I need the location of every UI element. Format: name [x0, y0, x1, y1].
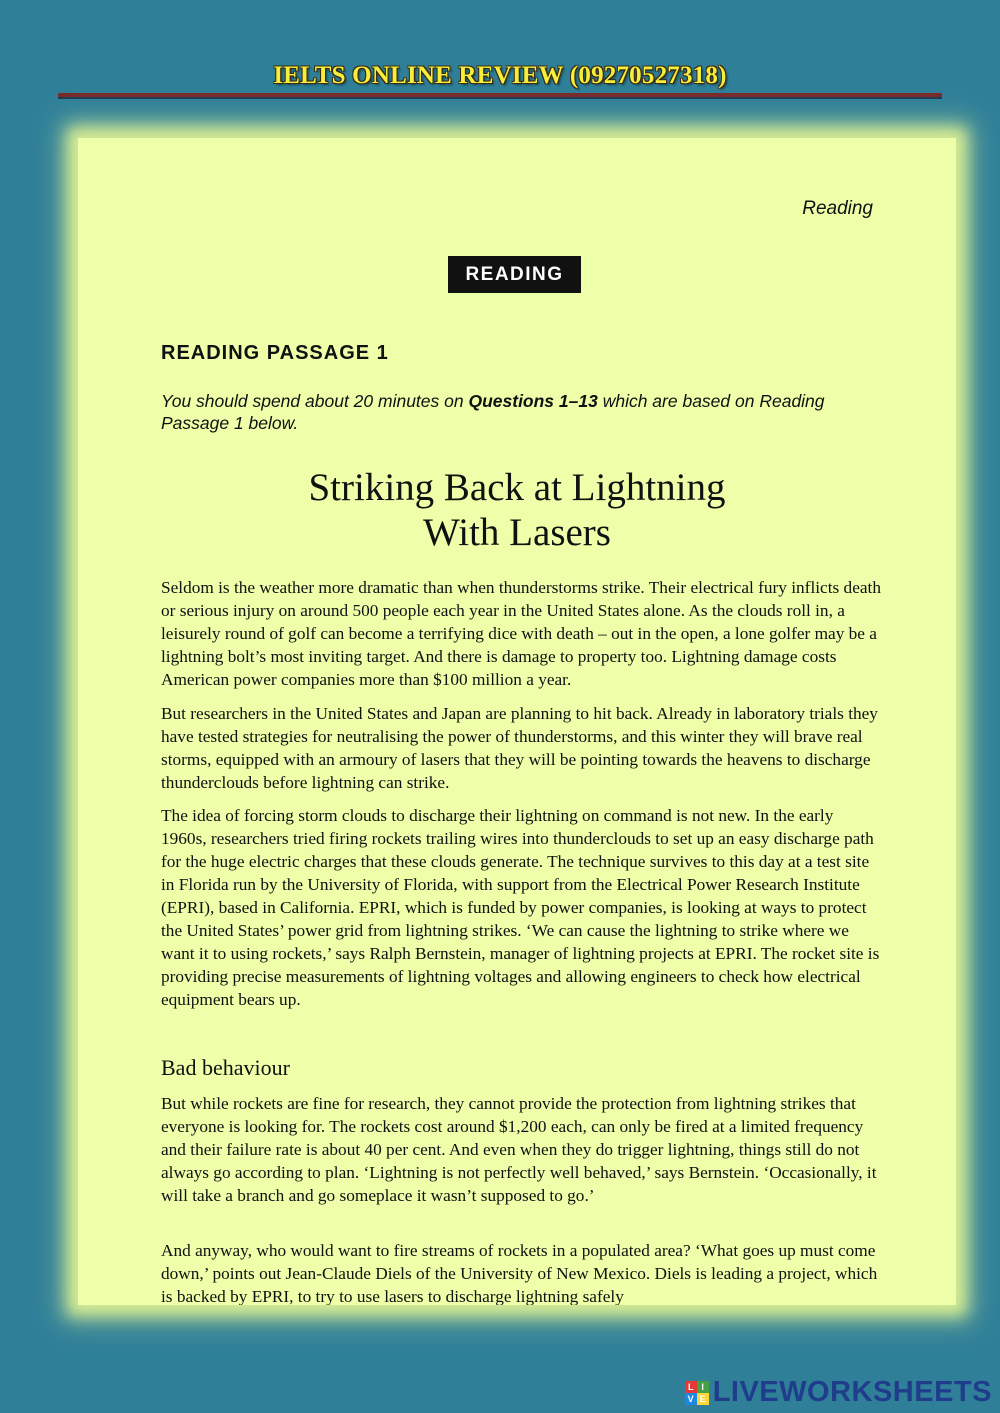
article-title: [78, 465, 956, 555]
worksheet-page: [78, 138, 956, 1305]
article-title-line-1: Striking Back at Lightning: [308, 466, 726, 509]
paragraph-4: But while rockets are fine for research, they cannot provide the protection from lightning strikes that everyone is looking for. The rockets cost around $1,200 each, can only be fired at a limited frequency and their failure rate is about 40 per cent. And even when they do trigger lightning, things still do not always go according to plan. ‘Lightning is not perfectly well behaved,’ says Bernstein. ‘Occasionally, it will take a branch and go someplace it wasn’t supposed to go.’: [161, 1094, 877, 1205]
subheading: Bad behaviour: [161, 1055, 290, 1080]
paragraph-2: But researchers in the United States and Japan are planning to hit back. Already in laboratory trials they have tested strategies for neutralising the power of thunderstorms, and this winter they will brave real storms, equipped with an armoury of lasers that they will be pointing towards the heavens to discharge thunderclouds before lightning can strike.: [161, 704, 878, 792]
logo-letter: V: [685, 1393, 697, 1405]
logo-letter: E: [697, 1393, 709, 1405]
instructions-questions: Questions 1–13: [468, 391, 598, 411]
liveworksheets-logo-icon: [685, 1381, 709, 1405]
paragraph-5: And anyway, who would want to fire streams of rockets in a populated area? ‘What goes up must come down,’ points out Jean-Claude Diels of the University of New Mexico. Diels is leading a project, which is backed by EPRI, to try to use lasers to discharge lightning safely: [161, 1241, 878, 1305]
passage-label: READING PASSAGE 1: [161, 342, 389, 364]
site-header: [0, 62, 1000, 90]
paragraph-1: Seldom is the weather more dramatic than when thunderstorms strike. Their electrical fury inflicts death or serious injury on around 500 people each year in the United States alone. As the clouds roll in, a leisurely round of golf can become a terrifying dice with death – out in the open, a lone golfer may be a lightning bolt’s most inviting target. And there is damage to property too. Lightning damage costs American power companies more than $100 million a year.: [161, 578, 881, 689]
logo-letter: I: [697, 1381, 709, 1393]
paragraph-3: The idea of forcing storm clouds to discharge their lightning on command is not new. In the early 1960s, researchers tried firing rockets trailing wires into thunderclouds to set up an easy discharge path for the huge electric charges that these clouds generate. The technique survives to this day at a test site in Florida run by the University of Florida, with support from the Electrical Power Research Institute (EPRI), based in California. EPRI, which is funded by power companies, is looking at ways to protect the United States’ power grid from lightning strikes. ‘We can cause the lightning to strike where we want it to using rockets,’ says Ralph Bernstein, manager of lightning projects at EPRI. The rocket site is providing precise measurements of lightning voltages and allowing engineers to check how electrical equipment bears up.: [161, 806, 880, 1009]
article-title-line-2: With Lasers: [423, 511, 611, 554]
liveworksheets-brand[interactable]: [685, 1376, 992, 1409]
instructions: [161, 390, 881, 434]
instructions-text-after: which are based on Reading Passage 1 below.: [161, 391, 825, 433]
header-divider: [58, 93, 942, 99]
section-label: READING: [448, 256, 581, 293]
site-title: IELTS ONLINE REVIEW (09270527318): [273, 62, 727, 89]
running-head: Reading: [802, 198, 873, 219]
logo-letter: L: [685, 1381, 697, 1393]
instructions-text-before: You should spend about 20 minutes on: [161, 391, 469, 411]
brand-name: LIVEWORKSHEETS: [712, 1376, 992, 1408]
